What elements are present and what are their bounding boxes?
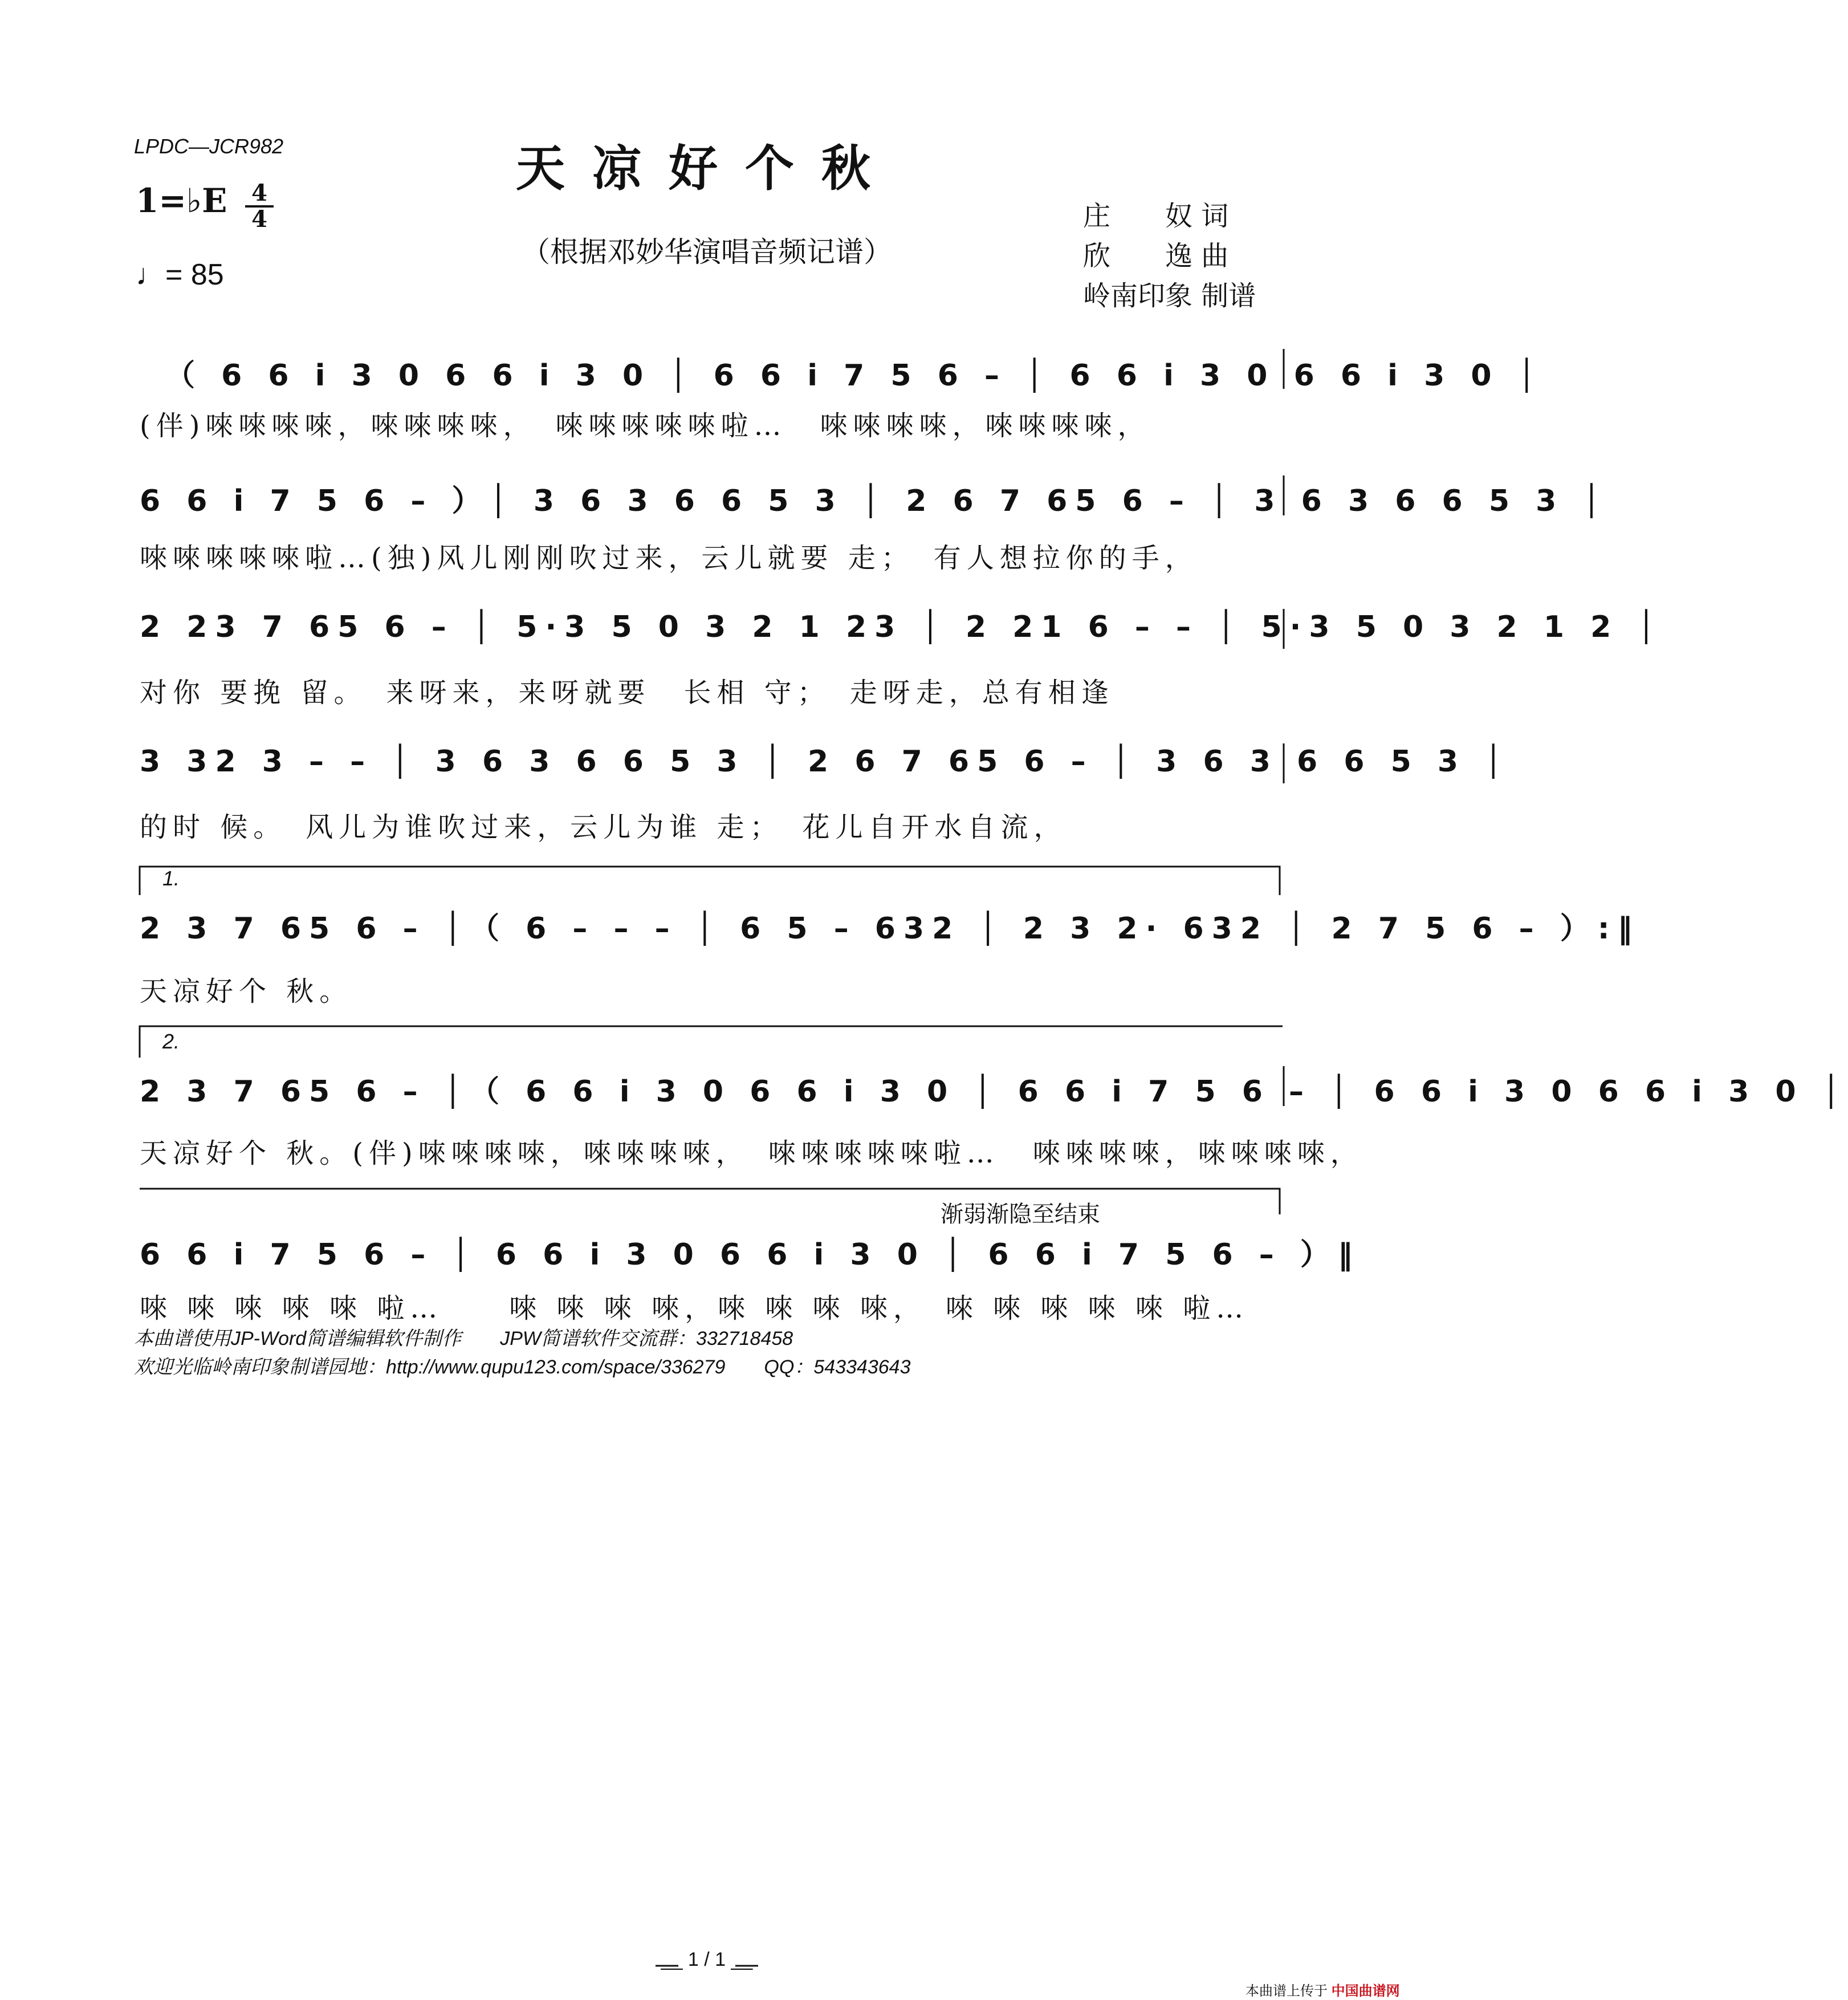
software-credit: 本曲谱使用JP-Word简谱编辑软件制作 JPW简谱软件交流群：332718458	[134, 1328, 793, 1349]
lyrics-line: 唻 唻 唻 唻 唻 啦… 唻 唻 唻 唻，唻 唻 唻 唻， 唻 唻 唻 唻 唻 啦…	[140, 1292, 1249, 1324]
page-number: __ 1 / 1 __	[661, 1949, 753, 1970]
lyrics-line: (伴)唻唻唻唻，唻唻唻唻， 唻唻唻唻唻啦… 唻唻唻唻，唻唻唻唻，	[140, 410, 1151, 442]
volta-bracket-2	[140, 1026, 1283, 1058]
lyrics-line: 的时 候。 风儿为谁吹过来，云儿为谁 走； 花儿自开水自流，	[140, 811, 1067, 843]
volta-number: 2.	[162, 1030, 180, 1053]
notation-line: 3 32 3 – – │ 3 6 3 6 6 5 3 │ 2 6 7 65 6 – │ 3 6 3 6 6 5 3 │	[140, 745, 1511, 779]
notation-line: 6 6 i 7 5 6 – │ 6 6 i 3 0 6 6 i 3 0 │ 6 6 i 7 5 6 – ）‖	[140, 1238, 1361, 1272]
lyrics-line: 天凉好个 秋。	[140, 975, 353, 1007]
page-title: 天凉好个秋	[516, 140, 898, 197]
fade-bracket	[140, 1189, 1280, 1214]
tempo-marking: ♩= 85	[136, 258, 224, 291]
website-credit: 欢迎光临岭南印象制谱园地：http://www.qupu123.com/space/336279 QQ：543343643	[134, 1356, 911, 1378]
lyrics-line: 唻唻唻唻唻啦…(独)风儿刚刚吹过来，云儿就要 走； 有人想拉你的手，	[140, 542, 1198, 574]
score-code: LPDC—JCR982	[134, 135, 284, 158]
volta-number: 1.	[162, 867, 180, 890]
meter-top: 4	[245, 181, 274, 208]
lyrics-line: 对你 要挽 留。 来呀来，来呀就要 长相 守； 走呀走，总有相逢	[140, 677, 1114, 709]
key-signature: 1=♭E	[136, 181, 227, 220]
meter-bottom: 4	[251, 206, 267, 233]
watermark-site: 中国曲谱网	[1331, 1983, 1400, 1999]
volta-bracket-1	[140, 867, 1280, 895]
lyricist-credit: 庄 奴 词	[1083, 200, 1229, 232]
composer-credit: 欣 逸 曲	[1083, 240, 1229, 272]
lyrics-line: 天凉好个 秋。(伴)唻唻唻唻，唻唻唻唻， 唻唻唻唻唻啦… 唻唻唻唻，唻唻唻唻，	[140, 1137, 1363, 1169]
arranger-credit: 岭南印象 制谱	[1083, 280, 1256, 312]
watermark-prefix: 本曲谱上传于	[1245, 1983, 1328, 1999]
subtitle: （根据邓妙华演唱音频记谱）	[522, 235, 892, 269]
dynamics-annotation: 渐弱渐隐至结束	[941, 1202, 1100, 1227]
notation-line: 2 3 7 65 6 – │（ 6 6 i 3 0 6 6 i 3 0 │ 6 6 i 7 5 6 – │ 6 6 i 3 0 6 6 i 3 0 │	[140, 1075, 1848, 1109]
upload-watermark	[1245, 1979, 1400, 1999]
notation-line: 2 23 7 65 6 – │ 5·3 5 0 3 2 1 23 │ 2 21 6 – – │ 5·3 5 0 3 2 1 2 │	[140, 610, 1663, 644]
notation-line: 2 3 7 65 6 – │（ 6 – – – │ 6 5 – 632 │ 2 3 2· 632 │ 2 7 5 6 – ）:‖	[140, 912, 1641, 946]
notation-line: 6 6 i 7 5 6 – ）│ 3 6 3 6 6 5 3 │ 2 6 7 65 6 – │ 3 6 3 6 6 5 3 │	[140, 484, 1609, 518]
notation-line: （ 6 6 i 3 0 6 6 i 3 0 │ 6 6 i 7 5 6 – │ 6 6 i 3 0 6 6 i 3 0 │	[165, 359, 1544, 393]
